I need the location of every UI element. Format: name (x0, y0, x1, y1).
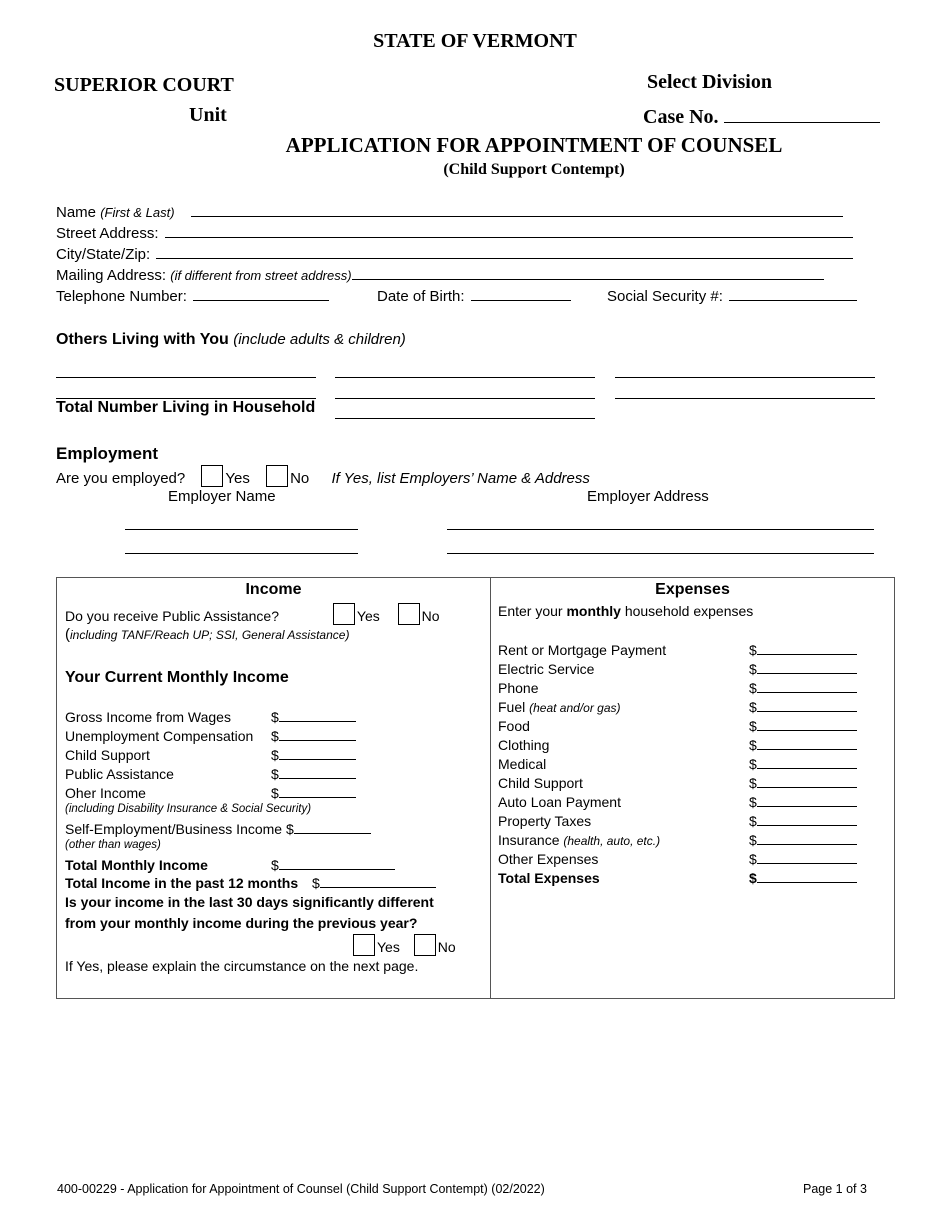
street-row (56, 225, 853, 242)
expense-amount-field[interactable] (757, 775, 857, 788)
employer-address-field[interactable] (447, 510, 874, 530)
amount-field[interactable] (279, 766, 356, 779)
expense-item-label: Insurance (498, 832, 560, 848)
income-change-yes-label: Yes (377, 939, 400, 955)
expense-item-hint: (health, auto, etc.) (563, 834, 661, 848)
income-change-no-label: No (437, 939, 456, 955)
mailing-hint: (if different from street address) (170, 268, 352, 283)
expense-amount-field[interactable] (757, 680, 857, 693)
expense-item-label: Rent or Mortgage Payment (498, 642, 667, 658)
income-item-label: Unemployment Compensation (65, 728, 254, 744)
employed-no-checkbox[interactable] (266, 465, 288, 487)
expense-item (498, 775, 878, 793)
household-member-field[interactable] (56, 357, 316, 378)
name-row (56, 204, 843, 221)
income-amount[interactable] (271, 728, 356, 744)
expense-item (498, 642, 878, 660)
expense-item (498, 851, 878, 869)
expense-item (498, 699, 878, 717)
currency-symbol: $ (312, 875, 320, 891)
currency-symbol: $ (271, 728, 279, 744)
expense-item-label: Other Expenses (498, 851, 599, 867)
expense-item-label: Auto Loan Payment (498, 794, 621, 810)
income-amount[interactable] (271, 747, 356, 763)
employed-no-label: No (290, 470, 310, 487)
currency-symbol: $ (749, 832, 757, 848)
ssn-label: Social Security #: (607, 288, 723, 305)
total-monthly-income-field[interactable] (279, 857, 395, 870)
currency-symbol: $ (271, 766, 279, 782)
employer-name-column: Employer Name (168, 488, 276, 505)
street-field[interactable] (165, 237, 853, 238)
city-row (56, 246, 853, 263)
expenses-heading: Expenses (655, 581, 730, 598)
public-assistance-row (65, 603, 440, 625)
public-assistance-hint-paren: ( (65, 626, 70, 643)
dob-field[interactable] (471, 300, 571, 301)
street-label: Street Address: (56, 225, 159, 242)
employment-heading: Employment (56, 444, 159, 463)
expenses-intro-bold: monthly (566, 603, 621, 619)
expense-amount-field[interactable] (757, 737, 857, 750)
employer-name-field[interactable] (125, 510, 358, 530)
expense-item (498, 680, 878, 698)
expense-amount-field[interactable] (757, 718, 857, 731)
table-divider (490, 578, 491, 998)
expense-item-label: Electric Service (498, 661, 595, 677)
income-item-label: Public Assistance (65, 766, 174, 782)
household-total-label: Total Number Living in Household (56, 399, 316, 416)
city-field[interactable] (156, 258, 853, 259)
currency-symbol: $ (749, 851, 757, 867)
income-item (65, 747, 150, 763)
total-12-months-label: Total Income in the past 12 months (65, 875, 299, 891)
income-heading: Income (245, 581, 302, 598)
employed-yes-checkbox[interactable] (201, 465, 223, 487)
self-employment-row (65, 821, 371, 837)
currency-symbol: $ (749, 642, 757, 658)
income-amount[interactable] (271, 785, 356, 801)
total-monthly-income-amount[interactable] (271, 857, 395, 873)
income-item-label: Child Support (65, 747, 150, 763)
form-id: 400-00229 - Application for Appointment of Counsel (Child Support Contempt) (02/2022) (57, 1182, 545, 1196)
income-change-yes-checkbox[interactable] (353, 934, 375, 956)
case-number-label: Case No. (643, 106, 719, 128)
dob-label: Date of Birth: (377, 288, 465, 305)
expense-amount-field[interactable] (757, 661, 857, 674)
expense-item (498, 794, 878, 812)
expense-item (498, 832, 878, 850)
total-12-months-field[interactable] (320, 875, 436, 888)
state-title: STATE OF VERMONT (373, 30, 577, 52)
currency-symbol: $ (271, 785, 279, 801)
expense-total (498, 870, 878, 888)
income-item-label: Gross Income from Wages (65, 709, 231, 725)
form-title: APPLICATION FOR APPOINTMENT OF COUNSEL (285, 133, 783, 157)
expense-item (498, 718, 878, 736)
income-item (65, 728, 253, 744)
amount-field[interactable] (279, 728, 356, 741)
expense-amount-field[interactable] (757, 813, 857, 826)
expense-item (498, 737, 878, 755)
other-income-hint: (including Disability Insurance & Social Security) (65, 803, 312, 815)
income-change-explain: If Yes, please explain the circumstance on the next page. (65, 958, 419, 974)
expense-amount-field[interactable] (757, 756, 857, 769)
expenses-intro-post: household expenses (624, 603, 754, 619)
currency-symbol: $ (749, 737, 757, 753)
self-employment-field[interactable] (294, 821, 371, 834)
employer-address-column: Employer Address (587, 488, 709, 505)
expense-total-label: Total Expenses (498, 870, 600, 886)
court-unit: Unit (189, 104, 227, 126)
income-expenses-table (56, 577, 895, 999)
expense-item (498, 756, 878, 774)
employed-yes-label: Yes (225, 470, 250, 487)
currency-symbol: $ (749, 680, 757, 696)
currency-symbol: $ (749, 756, 757, 772)
expense-total-field[interactable] (757, 870, 857, 883)
employer-address-field[interactable] (447, 534, 874, 554)
name-label: Name (56, 204, 97, 221)
others-hint: (include adults & children) (233, 331, 406, 348)
city-label: City/State/Zip: (56, 246, 151, 263)
expense-item (498, 661, 878, 679)
household-member-field[interactable] (615, 357, 875, 378)
expense-item-label: Medical (498, 756, 547, 772)
income-amount[interactable] (271, 766, 356, 782)
expense-item (498, 813, 878, 831)
income-item (65, 709, 231, 725)
court-name: SUPERIOR COURT (54, 74, 234, 96)
ssn-row (607, 288, 857, 305)
employer-name-field[interactable] (125, 534, 358, 554)
case-number-line[interactable] (724, 122, 880, 123)
currency-symbol: $ (271, 747, 279, 763)
employed-question: Are you employed? (56, 470, 186, 487)
amount-field[interactable] (279, 709, 356, 722)
currency-symbol: $ (271, 857, 279, 873)
amount-field[interactable] (279, 785, 356, 798)
total-12-months-row (65, 875, 436, 891)
currency-symbol: $ (749, 718, 757, 734)
page-number: Page 1 of 3 (803, 1182, 867, 1196)
expense-item-label: Clothing (498, 737, 550, 753)
expenses-intro (498, 603, 753, 619)
expense-item-label: Property Taxes (498, 813, 592, 829)
expenses-intro-pre: Enter your (498, 603, 563, 619)
others-label: Others Living with You (56, 331, 229, 348)
currency-symbol: $ (749, 794, 757, 810)
mailing-row (56, 267, 824, 284)
expense-amount-field[interactable] (757, 832, 857, 845)
division-select[interactable]: Select Division (647, 71, 772, 93)
case-number-field[interactable] (643, 106, 880, 129)
household-member-field[interactable] (615, 378, 875, 399)
dob-row (377, 288, 571, 305)
expense-item-label: Fuel (498, 699, 526, 715)
income-item-label: Oher Income (65, 785, 146, 801)
public-assistance-yes-label: Yes (356, 608, 380, 624)
income-change-question-1: Is your income in the last 30 days significantly different (65, 894, 434, 910)
public-assistance-no-label: No (421, 608, 440, 624)
currency-symbol: $ (271, 709, 279, 725)
public-assistance-question: Do you receive Public Assistance? (65, 608, 279, 624)
mailing-field[interactable] (352, 279, 824, 280)
expense-item-hint: (heat and/or gas) (529, 701, 621, 715)
expense-item-label: Food (498, 718, 530, 734)
expense-amount-field[interactable] (757, 851, 857, 864)
currency-symbol: $ (285, 821, 294, 837)
total-monthly-income-label: Total Monthly Income (65, 857, 208, 873)
form-subtitle: (Child Support Contempt) (443, 161, 625, 178)
currency-symbol: $ (749, 813, 757, 829)
currency-symbol: $ (749, 699, 757, 715)
currency-symbol: $ (749, 775, 757, 791)
self-employment-hint: (other than wages) (65, 839, 161, 851)
household-member-field[interactable] (335, 378, 595, 399)
currency-symbol: $ (749, 661, 757, 677)
self-employment-label: Self-Employment/Business Income (65, 821, 283, 837)
public-assistance-hint-text: including TANF/Reach UP; SSI, General Assistance) (70, 628, 350, 642)
income-item (65, 766, 174, 782)
expense-item-label: Child Support (498, 775, 583, 791)
name-field[interactable] (191, 216, 843, 217)
employed-instruction: If Yes, list Employers’ Name & Address (331, 470, 590, 487)
phone-row (56, 288, 329, 305)
expense-item-label: Phone (498, 680, 539, 696)
income-amount[interactable] (271, 709, 356, 725)
household-member-field[interactable] (56, 378, 316, 399)
ssn-field[interactable] (729, 300, 857, 301)
amount-field[interactable] (279, 747, 356, 760)
household-member-field[interactable] (335, 357, 595, 378)
household-total-field[interactable] (335, 398, 595, 419)
public-assistance-hint (65, 626, 349, 643)
income-change-answer-row (353, 934, 456, 956)
mailing-label: Mailing Address: (56, 267, 167, 284)
currency-symbol: $ (749, 870, 757, 886)
expense-amount-field[interactable] (757, 699, 857, 712)
income-item (65, 785, 146, 801)
name-hint: (First & Last) (100, 205, 175, 220)
public-assistance-no-checkbox[interactable] (398, 603, 420, 625)
public-assistance-yes-checkbox[interactable] (333, 603, 355, 625)
others-heading (56, 331, 406, 349)
monthly-income-heading: Your Current Monthly Income (65, 669, 289, 686)
expense-amount-field[interactable] (757, 642, 857, 655)
income-change-no-checkbox[interactable] (414, 934, 436, 956)
phone-label: Telephone Number: (56, 288, 187, 305)
employed-question-row (56, 465, 590, 487)
expense-amount-field[interactable] (757, 794, 857, 807)
income-change-question-2: from your monthly income during the previous year? (65, 915, 418, 931)
phone-field[interactable] (193, 300, 329, 301)
